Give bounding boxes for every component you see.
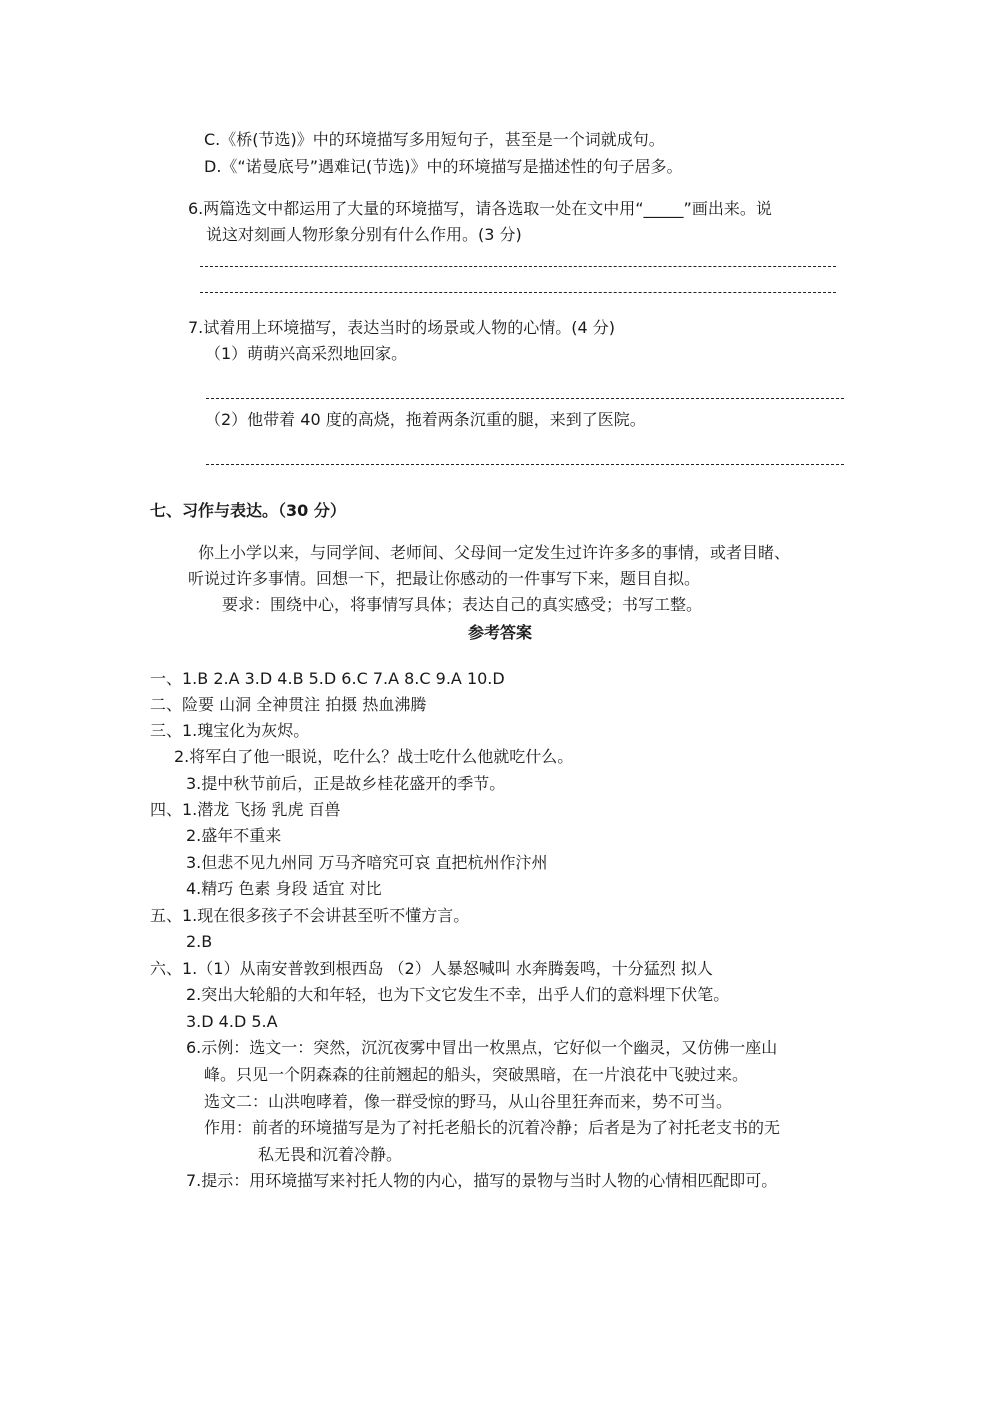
q5-option-c: C.《桥(节选)》中的环境描写多用短句子，甚至是一个词就成句。	[204, 130, 665, 149]
q7-sub2: （2）他带着 40 度的高烧，拖着两条沉重的腿，来到了医院。	[205, 410, 646, 429]
q6-line2: 说这对刻画人物形象分别有什么作用。(3 分)	[206, 225, 522, 244]
q6-line1: 6.两篇选文中都运用了大量的环境描写，请各选取一处在文中用“_____”画出来。说	[188, 199, 772, 218]
composition-heading: 七、习作与表达。（30 分）	[150, 501, 346, 520]
answer-line: 三、1.瑰宝化为灰烬。	[150, 721, 310, 740]
answer-line: 7.提示：用环境描写来衬托人物的内心，描写的景物与当时人物的心情相匹配即可。	[186, 1171, 778, 1190]
answer-line: 六、1.（1）从南安普敦到根西岛 （2）人暴怒喊叫 水奔腾轰鸣，十分猛烈 拟人	[150, 959, 713, 978]
answers-title: 参考答案	[467, 623, 532, 642]
answer-line: 2.B	[186, 932, 213, 951]
answer-line: 选文二：山洪咆哮着，像一群受惊的野马，从山谷里狂奔而来，势不可当。	[204, 1092, 733, 1111]
answer-line: 2.将军白了他一眼说，吃什么？战士吃什么他就吃什么。	[174, 747, 574, 766]
answer-line: 五、1.现在很多孩子不会讲甚至听不懂方言。	[150, 906, 470, 925]
answer-blank-line	[200, 292, 836, 293]
answer-line: 2.突出大轮船的大和年轻，也为下文它发生不幸，出乎人们的意料埋下伏笔。	[186, 985, 730, 1004]
answer-line: 4.精巧 色素 身段 适宜 对比	[186, 879, 382, 898]
answer-line: 峰。只见一个阴森森的往前翘起的船头，突破黑暗，在一片浪花中飞驶过来。	[204, 1065, 749, 1084]
answer-blank-line	[206, 398, 844, 399]
composition-paragraph-line1: 你上小学以来，与同学间、老师间、父母间一定发生过许许多多的事情，或者目睹、	[198, 543, 791, 562]
answer-line: 一、1.B 2.A 3.D 4.B 5.D 6.C 7.A 8.C 9.A 10.D	[150, 669, 505, 688]
answer-line: 3.D 4.D 5.A	[186, 1012, 278, 1031]
answer-line: 3.提中秋节前后，正是故乡桂花盛开的季节。	[186, 774, 506, 793]
answer-line: 私无畏和沉着冷静。	[258, 1145, 403, 1164]
q7-stem: 7.试着用上环境描写，表达当时的场景或人物的心情。(4 分)	[188, 318, 616, 337]
q7-sub1: （1）萌萌兴高采烈地回家。	[205, 344, 408, 363]
answer-blank-line	[206, 464, 844, 465]
q5-option-d: D.《“诺曼底号”遇难记(节选)》中的环境描写是描述性的句子居多。	[204, 157, 683, 176]
answer-line: 2.盛年不重来	[186, 826, 282, 845]
answer-blank-line	[200, 266, 836, 267]
answer-line: 二、险要 山洞 全神贯注 拍摄 热血沸腾	[150, 695, 427, 714]
composition-requirement: 要求：围绕中心，将事情写具体；表达自己的真实感受；书写工整。	[222, 595, 703, 614]
composition-paragraph-line2: 听说过许多事情。回想一下，把最让你感动的一件事写下来，题目自拟。	[188, 569, 701, 588]
answer-line: 作用：前者的环境描写是为了衬托老船长的沉着冷静；后者是为了衬托老支书的无	[204, 1118, 781, 1137]
answer-line: 四、1.潜龙 飞扬 乳虎 百兽	[150, 800, 341, 819]
answer-line: 6.示例：选文一：突然，沉沉夜雾中冒出一枚黑点，它好似一个幽灵，又仿佛一座山	[186, 1038, 778, 1057]
answer-line: 3.但悲不见九州同 万马齐喑究可哀 直把杭州作汴州	[186, 853, 548, 872]
